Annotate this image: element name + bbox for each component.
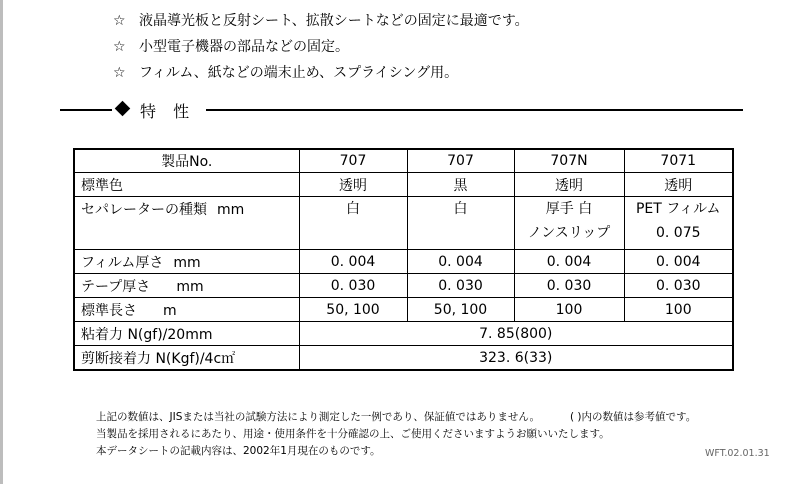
footnote-line: 当製品を採用されるにあたり、用途・使用条件を十分確認の上、ご使用くださいますようお願いいたします。: [96, 428, 610, 440]
cell-value: 透明: [514, 173, 624, 197]
row-label: 標準長さ: [81, 302, 137, 319]
cell-value: 0. 030: [299, 274, 407, 298]
cell-value: [514, 197, 624, 250]
cell-line1: 白: [453, 201, 468, 217]
feature-item: [113, 34, 529, 60]
page-left-border: [0, 0, 3, 484]
document-code: WFT.02.01.31: [705, 448, 770, 459]
cell-value: [624, 197, 733, 250]
feature-text: 液晶導光板と反射シート、拡散シートなどの固定に最適です。: [139, 13, 529, 29]
cell-value-merged: 323. 6(33): [299, 346, 733, 371]
row-label-cell: [74, 274, 299, 298]
footnote-text: 上記の数値は、JISまたは当社の試験方法により測定した一例であり、保証値ではありません。: [96, 411, 540, 423]
product-707n-header: 707N: [514, 149, 624, 173]
feature-text: 小型電子機器の部品などの固定。: [139, 39, 349, 55]
section-title: 特 性: [140, 102, 196, 121]
row-label: フィルム厚さ: [81, 254, 164, 271]
product-707-header: 707: [299, 149, 407, 173]
header-rule-left: [60, 109, 112, 111]
row-label: セパレーターの種類: [81, 202, 207, 218]
footnote-line: 本データシートの記載内容は、2002年1月現在のものです。: [96, 445, 381, 457]
cell-value: 0. 004: [514, 250, 624, 274]
row-label-cell: [74, 298, 299, 322]
cell-value: 0. 004: [407, 250, 514, 274]
cell-value-merged: 7. 85(800): [299, 322, 733, 346]
product-707-black-header: 707: [407, 149, 514, 173]
cell-value: 透明: [624, 173, 733, 197]
spec-table: [73, 148, 734, 371]
feature-item: [113, 8, 529, 34]
cell-value: 0. 004: [624, 250, 733, 274]
cell-value: [407, 197, 514, 250]
product-no-label: 製品No.: [74, 149, 299, 173]
row-label-cell: [74, 250, 299, 274]
cell-value: 50, 100: [407, 298, 514, 322]
row-label: 粘着力 N(gf)/20mm: [74, 322, 299, 346]
footnote-reference: ( )内の数値は参考値です。: [570, 411, 697, 423]
cell-line2: 0. 075: [655, 225, 701, 241]
row-label-cell: [74, 197, 299, 250]
star-icon: ☆: [113, 39, 126, 55]
cell-value: 100: [624, 298, 733, 322]
star-icon: ☆: [113, 13, 126, 29]
table-header-row: [74, 149, 733, 173]
table-row-length: [74, 298, 733, 322]
table-row-separator: [74, 197, 733, 250]
table-row-tape-thickness: [74, 274, 733, 298]
feature-item: [113, 60, 529, 86]
feature-text: フィルム、紙などの端末止め、スプライシング用。: [139, 65, 459, 81]
cell-line1: 白: [346, 201, 360, 217]
cell-value: 黒: [407, 173, 514, 197]
footnote-line: [96, 409, 696, 426]
diamond-icon: [115, 101, 131, 117]
feature-list: [113, 8, 529, 86]
row-label: テープ厚さ: [81, 278, 151, 295]
table-row-film-thickness: [74, 250, 733, 274]
row-unit: m: [163, 302, 177, 319]
row-unit: mm: [217, 202, 245, 218]
cell-line1: PET フィルム: [635, 201, 721, 217]
cell-value: 0. 030: [624, 274, 733, 298]
cell-value: 透明: [299, 173, 407, 197]
cell-value: 0. 030: [407, 274, 514, 298]
cell-value: 50, 100: [299, 298, 407, 322]
cell-value: 0. 030: [514, 274, 624, 298]
cell-value: [299, 197, 407, 250]
row-label: 標準色: [74, 173, 299, 197]
row-unit: mm: [173, 254, 201, 271]
table-row-color: [74, 173, 733, 197]
cell-line1: 厚手 白: [545, 201, 593, 217]
table-row-shear: [74, 346, 733, 371]
star-icon: ☆: [113, 65, 126, 81]
table-row-adhesion: [74, 322, 733, 346]
row-label: 剪断接着力 N(Kgf)/4c㎡: [74, 346, 299, 371]
cell-line2: ノンスリップ: [527, 225, 611, 241]
header-rule-right: [206, 109, 743, 111]
cell-value: 100: [514, 298, 624, 322]
footnotes: [96, 409, 696, 460]
product-7071-header: 7071: [624, 149, 733, 173]
cell-value: 0. 004: [299, 250, 407, 274]
row-unit: mm: [176, 278, 204, 295]
section-header: [60, 95, 743, 125]
